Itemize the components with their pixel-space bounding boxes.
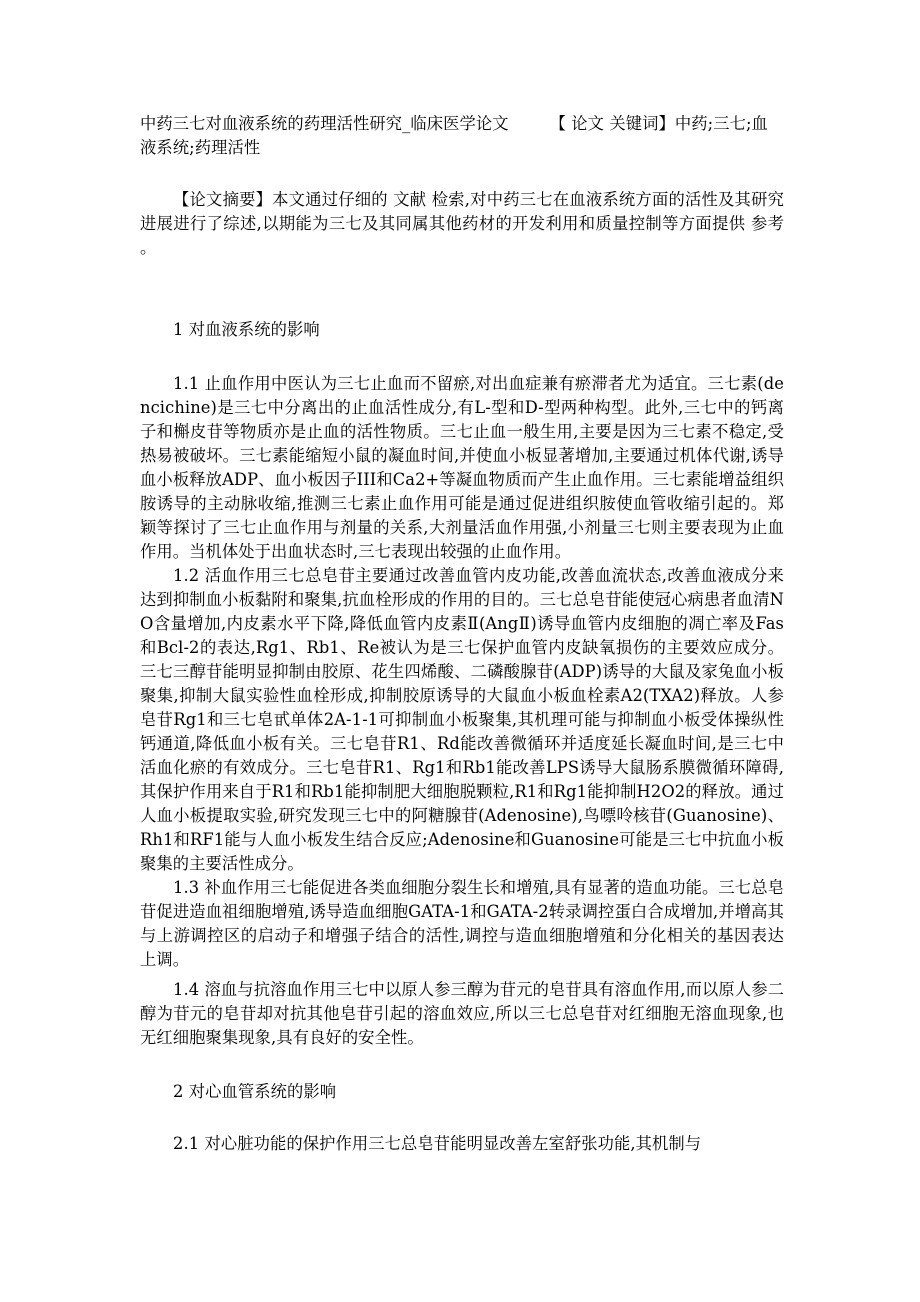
spacer [140,260,784,318]
paragraph-2-1: 2.1 对心脏功能的保护作用三七总皂苷能明显改善左室舒张功能,其机制与 [173,1134,702,1153]
abstract-paragraph: 【论文摘要】本文通过仔细的 文献 检索,对中药三七在血液系统方面的活性及其研究进展进行了综述,以期能为三七及其同属其他药材的开发利用和质量控制等方面提供 参考 。 [140,190,784,257]
section-1-heading: 1 对血液系统的影响 [173,320,320,339]
document-title-keywords: 中药三七对血液系统的药理活性研究_临床医学论文 【 论文 关键词】中药;三七;血液系统;药理活性 [140,114,768,157]
section-2-heading: 2 对心血管系统的影响 [173,1082,337,1101]
spacer [140,1050,784,1080]
spacer [140,160,784,188]
paragraph-1-2: 1.2 活血作用三七总皂苷主要通过改善血管内皮功能,改善血流状态,改善血液成分来达到抑制血小板黏附和聚集,抗血栓形成的作用的目的。三七总皂苷能使冠心病患者血清NO含量增加,内皮素水平下降,降低血管内皮素Ⅱ(AngⅡ)诱导血管内皮细胞的凋亡率及Fas和Bcl-2的表达,Rg1、Rb1、Re被认为是三七保护血管内皮缺氧损伤的主要效应成分。三七三醇苷能明显抑制由胶原、花生四烯酸、二磷酸腺苷(ADP)诱导的大鼠及家兔血小板聚集,抑制大鼠实验性血栓形成,抑制胶原诱导的大鼠血小板血栓素A2(TXA2)释放。人参皂苷Rg1和三七皂甙单体2A-1-1可抑制血小板聚集,其机理可能与抑制血小板受体操纵性钙通道,降低血小板有关。三七皂苷R1、Rd能改善微循环并适度延长凝血时间,是三七中活血化瘀的有效成分。三七皂苷R1、Rg1和Rb1能改善LPS诱导大鼠肠系膜微循环障碍,其保护作用来自于R1和Rb1能抑制肥大细胞脱颗粒,R1和Rg1能抑制H2O2的释放。通过人血小板提取实验,研究发现三七中的阿糖腺苷(Adenosine),鸟嘌呤核苷(Guanosine)、Rh1和RF1能与人血小板发生结合反应;Adenosine和Guanosine可能是三七中抗血小板聚集的主要活性成分。 [140,566,784,873]
paragraph-1-3: 1.3 补血作用三七能促进各类血细胞分裂生长和增殖,具有显著的造血功能。三七总皂苷促进造血祖细胞增殖,诱导造血细胞GATA-1和GATA-2转录调控蛋白合成增加,并增高其与上游调控区的启动子和增强子结合的活性,调控与造血细胞增殖和分化相关的基因表达上调。 [140,878,784,969]
spacer [140,342,784,372]
document-page [140,112,784,1156]
paragraph-1-1: 1.1 止血作用中医认为三七止血而不留瘀,对出血症兼有瘀滞者尤为适宜。三七素(dencichine)是三七中分离出的止血活性成分,有L-型和D-型两种构型。此外,三七中的钙离子和槲皮苷等物质亦是止血的活性物质。三七止血一般生用,主要是因为三七素不稳定,受热易被破坏。三七素能缩短小鼠的凝血时间,并使血小板显著增加,主要通过机体代谢,诱导血小板释放ADP、血小板因子III和Ca2+等凝血物质而产生止血作用。三七素能增益组织胺诱导的主动脉收缩,推测三七素止血作用可能是通过促进组织胺使血管收缩引起的。郑颖等探讨了三七止血作用与剂量的关系,大剂量活血作用强,小剂量三七则主要表现为止血作用。当机体处于出血状态时,三七表现出较强的止血作用。 [140,374,784,561]
spacer [140,1104,784,1132]
paragraph-1-4: 1.4 溶血与抗溶血作用三七中以原人参三醇为苷元的皂苷具有溶血作用,而以原人参二醇为苷元的皂苷却对抗其他皂苷引起的溶血效应,所以三七总皂苷对红细胞无溶血现象,也无红细胞聚集现象,具有良好的安全性。 [140,980,784,1047]
